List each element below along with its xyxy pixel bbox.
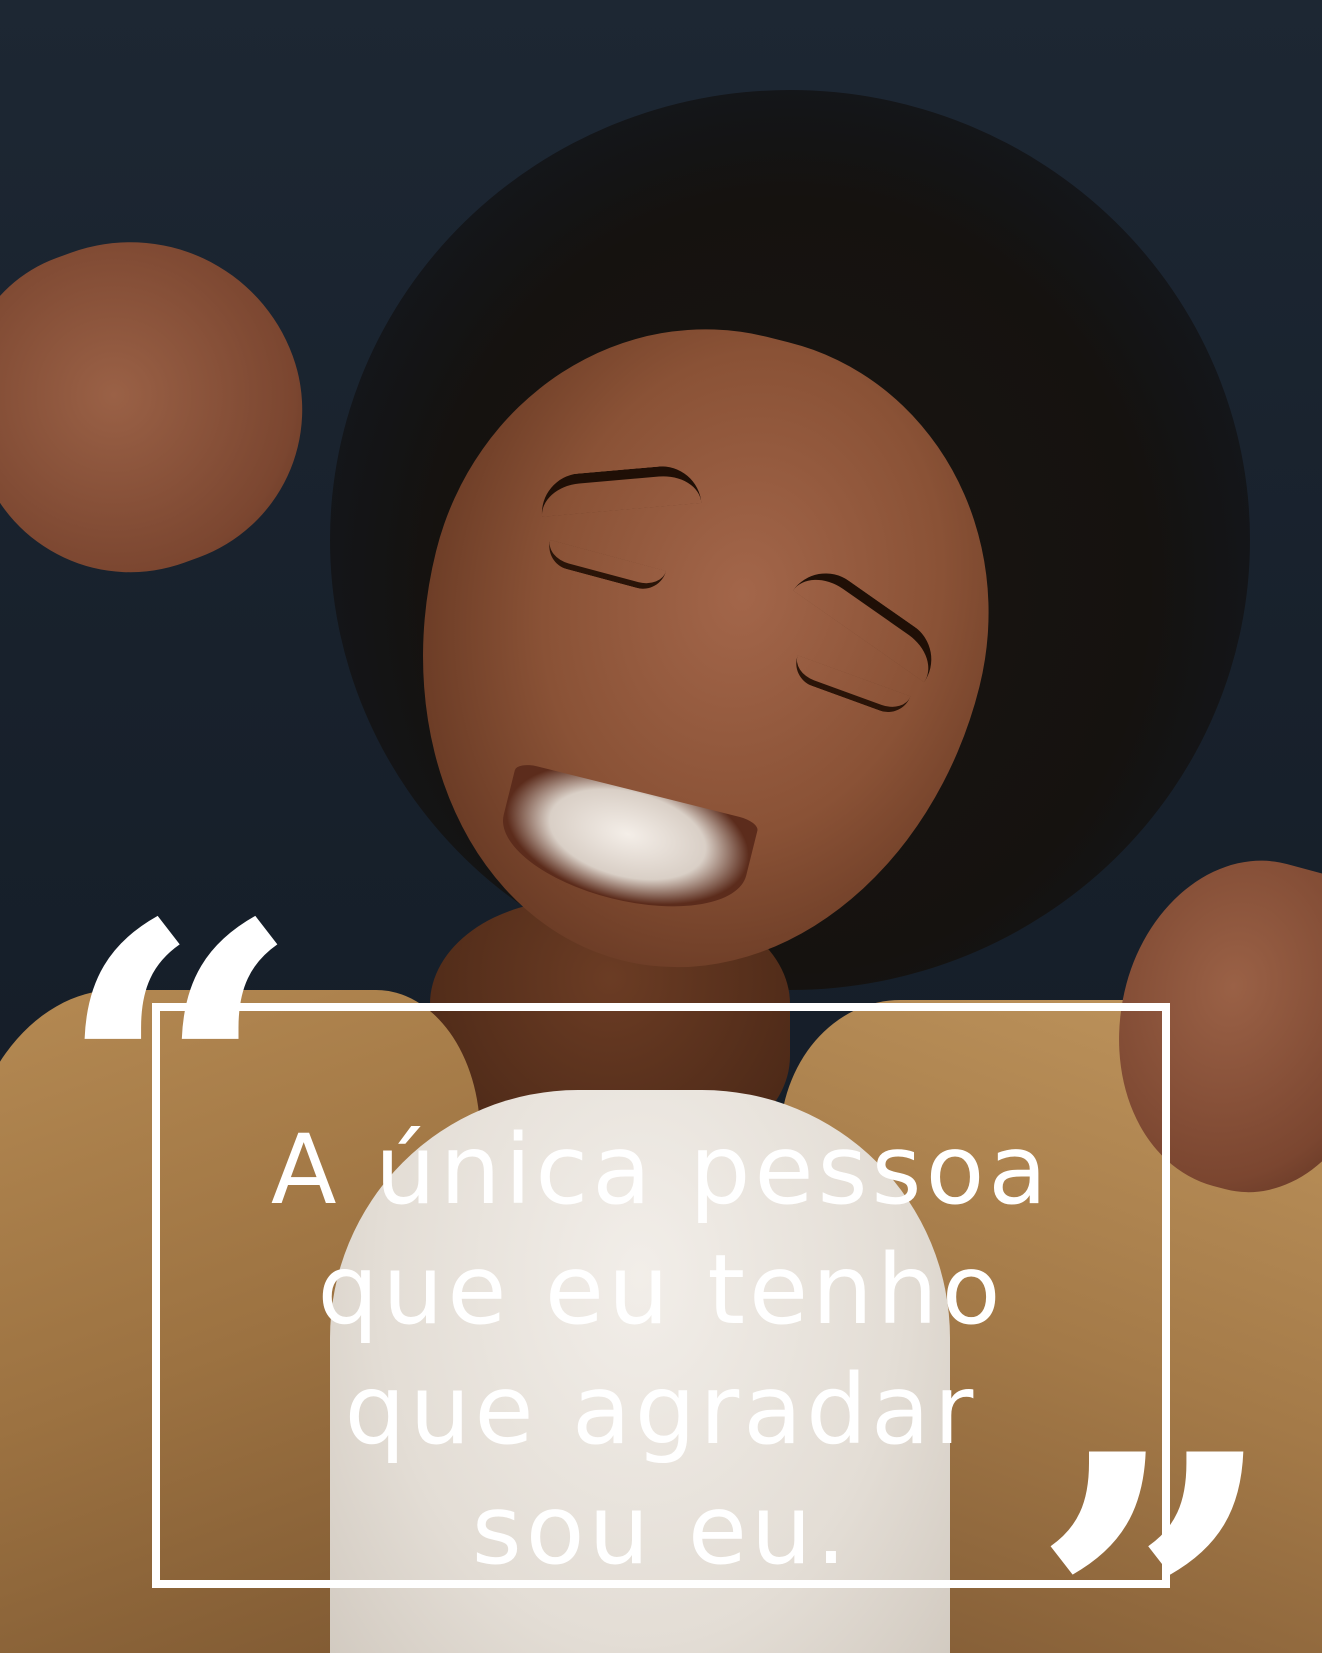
left-hand (0, 194, 346, 617)
quote-line: sou eu. (471, 1474, 851, 1586)
quote-line: A única pessoa (270, 1114, 1052, 1226)
open-quote-icon: “ (55, 832, 303, 1337)
close-quote-icon: ” (1030, 1362, 1278, 1653)
quote-text (152, 1110, 1170, 1590)
quote-line: que eu tenho (317, 1234, 1005, 1346)
quote-line: que agradar (344, 1354, 978, 1466)
